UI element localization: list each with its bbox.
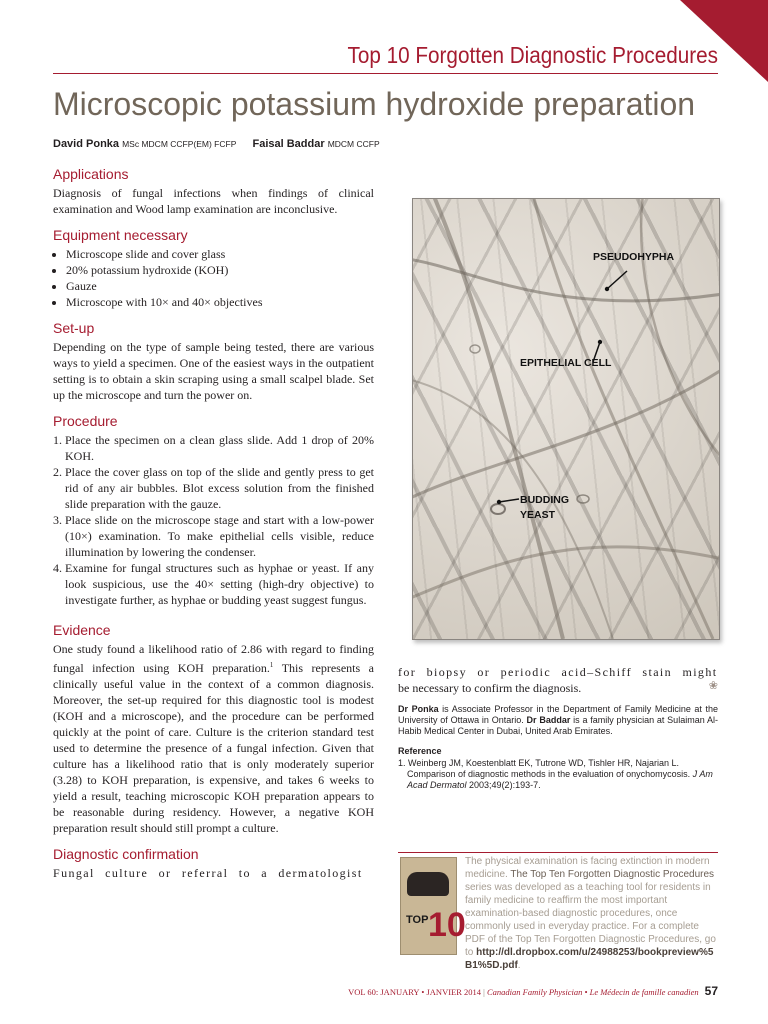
label-epithelial-cell: EPITHELIAL CELL (520, 357, 612, 369)
author-name: David Ponka (53, 138, 120, 150)
label-pseudohypha: PSEUDOHYPHA (593, 251, 675, 263)
section-heading: Equipment necessary (53, 227, 188, 243)
bio-text: is Associate Professor in the Department of Family Medicine at the University of Ottawa in Ontario. (398, 704, 718, 725)
step-number: 4. (53, 561, 62, 575)
promo-text-part: . (517, 960, 521, 971)
section-text: Fungal culture or referral to a dermatologist (53, 866, 363, 880)
promo-text (465, 855, 718, 972)
section-heading: Evidence (53, 622, 111, 638)
confirmation-continued: for biopsy or periodic acid–Schiff stain might (398, 665, 718, 679)
list-item: • Gauze (66, 278, 374, 294)
evidence-text-cont: This represents a clinically useful value in the context of a common diagnosis. Moreover, the set-up required for this diagnostic tool is modest (KOH and a microscope), and the procedure can be performed quickly at the point of care. Culture is the criterion standard test used to determine the presence of a fungal infection. Given that culture has a likelihood ratio that is only moderately superior (3.28) to KOH preparation, is expensive, and takes 6 weeks to yield a result, teaching microscopic KOH preparation appears to be reasonable during residency. However, a negative KOH preparation result should still prompt a culture. (53, 661, 374, 835)
footer-volume: VOL 60: JANUARY • JANVIER 2014 (348, 987, 482, 997)
author-bio (398, 704, 718, 737)
right-column (398, 664, 718, 791)
article-title: Microscopic potassium hydroxide preparation (53, 86, 696, 122)
reference-number: 1. (398, 758, 406, 768)
step-number: 2. (53, 465, 62, 479)
list-item: • Microscope slide and cover glass (66, 246, 374, 262)
section-confirmation (53, 846, 374, 881)
list-item (53, 464, 374, 512)
left-column (53, 166, 374, 891)
bio-name: Dr Ponka (398, 704, 439, 714)
section-heading: Set-up (53, 320, 95, 336)
step-text: Place slide on the microscope stage and start with a low-power (10×) examination. To make epithelial cells visible, reduce illumination by lowering the condenser. (65, 513, 374, 559)
equipment-list (53, 246, 374, 310)
list-item (53, 512, 374, 560)
footer-journal: Canadian Family Physician • Le Médecin de famille canadien (486, 987, 699, 997)
author-credentials: MSc MDCM CCFP(EM) FCFP (122, 139, 237, 149)
page-number: 57 (704, 984, 718, 998)
step-text: Examine for fungal structures such as hyphae or yeast. If any look suspicious, use the 40× setting (high-dry objective) to investigate further, as hyphae or budding yeast suggest fungus. (65, 561, 374, 607)
label-line: YEAST (520, 509, 556, 521)
micrograph-hyphae-illustration (413, 199, 719, 639)
reference-heading: Reference (398, 746, 442, 756)
citation-mark: 1 (269, 661, 274, 669)
section-text: Depending on the type of sample being tested, there are various ways to yield a specimen. One of the easiest ways in the outpatient setting is to obtain a skin scraping using a small scalpel blade. Set up the microscope and turn the power on. (53, 340, 374, 402)
section-applications (53, 166, 374, 217)
bio-name: Dr Baddar (526, 715, 571, 725)
bio-text: is a family physician at Sulaiman Al-Habib Medical Center in Dubai, United Arab Emirates. (398, 715, 719, 736)
procedure-list (53, 432, 374, 608)
section-heading: Diagnostic confirmation (53, 846, 199, 862)
section-equipment (53, 227, 374, 310)
book-cover-thumbnail (400, 857, 466, 955)
section-heading: Applications (53, 166, 129, 182)
koh-micrograph-figure (412, 198, 720, 640)
step-number: 3. (53, 513, 62, 527)
step-text: Place the cover glass on top of the slide and gently press to get rid of any air bubbles. Blot excess solution from the finished slide preparation with the gauze. (65, 465, 374, 511)
promo-text-part: series was developed as a teaching tool for residents in family medicine to reaffirm the most important examination-based diagnostic procedures, once commonly used in everyday practice. For a complete PDF of the Top Ten Forgotten Diagnostic Procedures, go to (465, 882, 716, 958)
maple-leaf-icon: ❀ (708, 680, 718, 692)
doctor-bag-icon (407, 872, 449, 896)
section-text (53, 641, 374, 836)
author-line (53, 138, 380, 150)
promo-text-part: The physical examination is facing extinction in modern medicine. (465, 856, 710, 880)
header-rule (53, 73, 718, 74)
page-footer (348, 984, 718, 998)
label-line: BUDDING (520, 494, 569, 506)
reference-citation: 2003;49(2):193-7. (466, 780, 541, 790)
promo-rule (398, 852, 718, 853)
promo-pdf-link[interactable]: http://dl.dropbox.com/u/24988253/bookpreview%5B1%5D.pdf (465, 947, 714, 971)
step-number: 1. (53, 433, 62, 447)
reference-authors: Weinberg JM, Koestenblatt EK, Tutrone WD, Tishler HR, Najarian L. Comparison of diagnostic methods in the evaluation of onychomycosis. (405, 758, 693, 779)
list-item (53, 560, 374, 608)
author-name: Faisal Baddar (252, 138, 325, 150)
evidence-text: One study found a likelihood ratio of 2.86 with regard to finding fungal infection using KOH preparation. (53, 642, 374, 675)
author-credentials: MDCM CCFP (327, 139, 380, 149)
list-item: • 20% potassium hydroxide (KOH) (66, 262, 374, 278)
reference-journal: J Am Acad Dermatol (407, 769, 713, 790)
section-procedure (53, 413, 374, 608)
label-budding-yeast (520, 493, 569, 523)
series-promo-box (398, 852, 718, 971)
confirmation-continued: be necessary to confirm the diagnosis. (398, 681, 582, 695)
footer-separator: | (481, 987, 487, 997)
promo-series-name: The Top Ten Forgotten Diagnostic Procedures (510, 869, 715, 880)
list-item: • Microscope with 10× and 40× objectives (66, 294, 374, 310)
reference-item (398, 758, 718, 791)
series-title: Top 10 Forgotten Diagnostic Procedures (347, 42, 718, 68)
section-evidence (53, 622, 374, 836)
section-setup (53, 320, 374, 403)
section-text: Diagnosis of fungal infections when findings of clinical examination and Wood lamp examination are inconclusive. (53, 186, 374, 216)
section-heading: Procedure (53, 413, 118, 429)
cover-top-text: TOP (406, 914, 429, 926)
list-item (53, 432, 374, 464)
cover-ten-text: 10 (428, 906, 466, 944)
corner-tab-decoration (680, 0, 768, 82)
step-text: Place the specimen on a clean glass slide. Add 1 drop of 20% KOH. (65, 433, 374, 463)
